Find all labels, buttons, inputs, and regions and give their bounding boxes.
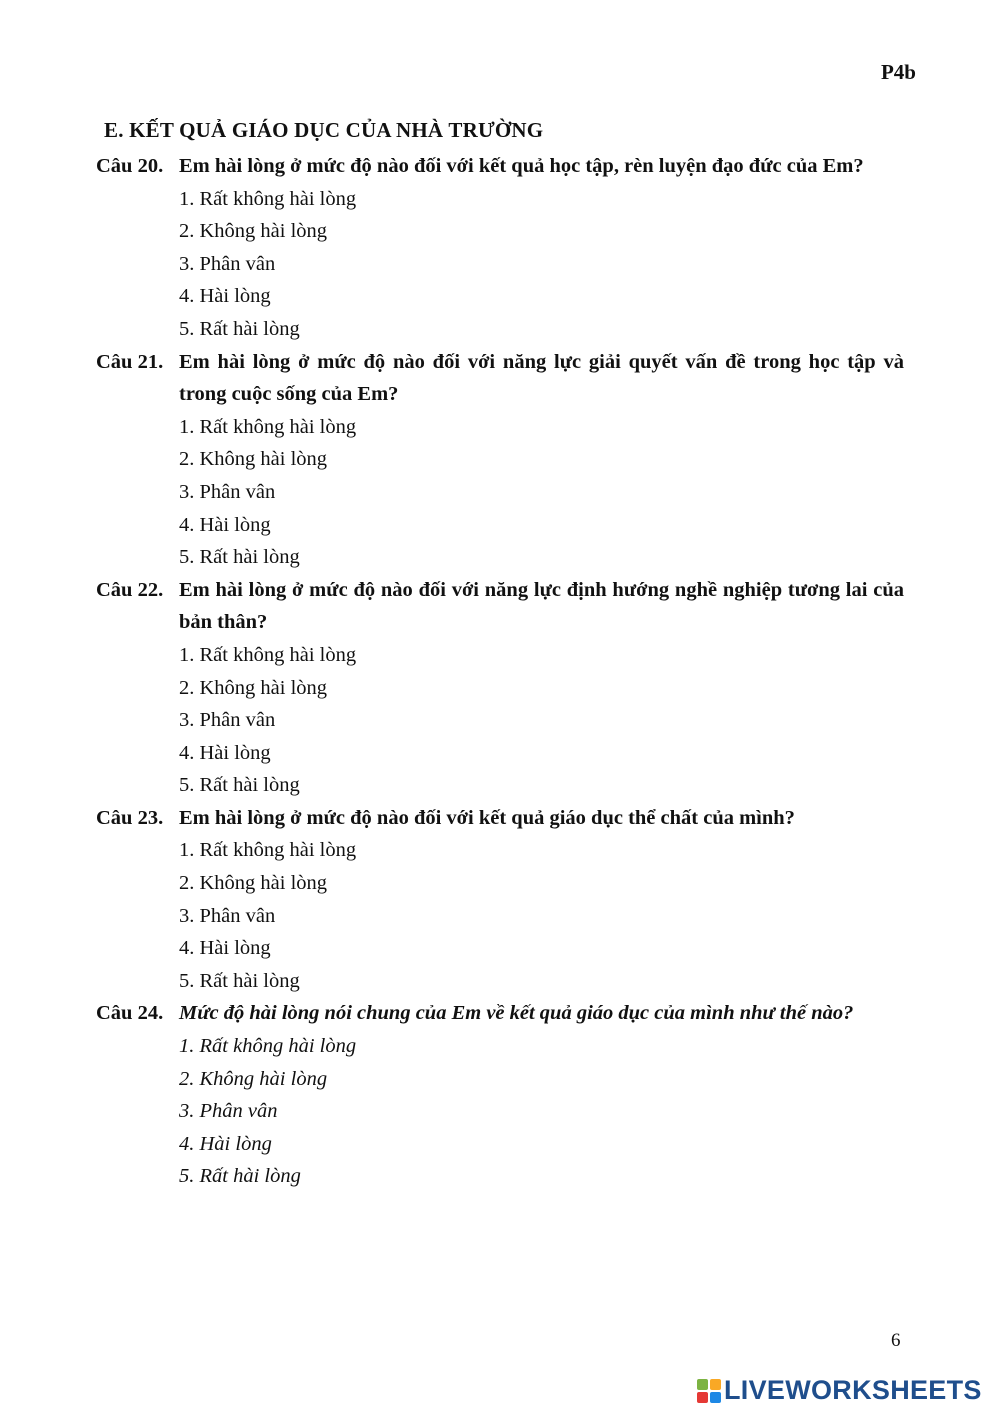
question-text: Em hài lòng ở mức độ nào đối với kết quả học tập, rèn luyện đạo đức của Em? bbox=[179, 155, 864, 177]
answer-option[interactable]: 5. Rất hài lòng bbox=[179, 317, 300, 340]
answer-option[interactable]: 2. Không hài lòng bbox=[179, 872, 328, 895]
logo-square-3 bbox=[697, 1392, 708, 1403]
answer-option[interactable]: 4. Hài lòng bbox=[179, 741, 271, 764]
section-title: E. KẾT QUẢ GIÁO DỤC CỦA NHÀ TRƯỜNG bbox=[104, 118, 544, 142]
question-24 bbox=[96, 997, 904, 1193]
logo-square-4 bbox=[710, 1392, 721, 1403]
answer-option[interactable]: 1. Rất không hài lòng bbox=[179, 187, 357, 210]
answer-option[interactable]: 4. Hài lòng bbox=[179, 1132, 272, 1155]
answer-option[interactable]: 5. Rất hài lòng bbox=[179, 969, 300, 992]
answer-option[interactable]: 5. Rất hài lòng bbox=[179, 1165, 301, 1188]
question-list bbox=[96, 150, 904, 1193]
answer-option[interactable]: 2. Không hài lòng bbox=[179, 676, 328, 699]
answer-option[interactable]: 5. Rất hài lòng bbox=[179, 774, 300, 797]
question-number: Câu 22. bbox=[96, 578, 164, 601]
question-number: Câu 21. bbox=[96, 350, 164, 373]
answer-option[interactable]: 1. Rất không hài lòng bbox=[179, 1035, 357, 1058]
liveworksheets-logo[interactable] bbox=[697, 1375, 982, 1406]
answer-option[interactable]: 4. Hài lòng bbox=[179, 285, 271, 308]
question-22 bbox=[96, 574, 904, 802]
question-number: Câu 20. bbox=[96, 155, 164, 177]
answer-option[interactable]: 3. Phân vân bbox=[179, 709, 276, 732]
logo-square-1 bbox=[697, 1379, 708, 1390]
question-text: Em hài lòng ở mức độ nào đối với năng lực giải quyết vấn đề trong học tập và trong cuộc sống của Em? bbox=[179, 350, 904, 406]
answer-option[interactable]: 3. Phân vân bbox=[179, 480, 276, 503]
question-23 bbox=[96, 802, 904, 998]
answer-option[interactable]: 2. Không hài lòng bbox=[179, 220, 328, 243]
answer-option[interactable]: 2. Không hài lòng bbox=[179, 448, 328, 471]
answer-option[interactable]: 4. Hài lòng bbox=[179, 937, 271, 960]
page-number: 6 bbox=[891, 1330, 901, 1351]
logo-square-2 bbox=[710, 1379, 721, 1390]
answer-option[interactable]: 3. Phân vân bbox=[179, 904, 276, 927]
answer-option[interactable]: 2. Không hài lòng bbox=[179, 1067, 328, 1090]
answer-option[interactable]: 3. Phân vân bbox=[179, 1100, 278, 1123]
answer-option[interactable]: 1. Rất không hài lòng bbox=[179, 643, 357, 666]
answer-option[interactable]: 3. Phân vân bbox=[179, 252, 276, 275]
brand-name: LIVEWORKSHEETS bbox=[724, 1375, 982, 1405]
answer-option[interactable]: 4. Hài lòng bbox=[179, 513, 271, 536]
answer-option[interactable]: 1. Rất không hài lòng bbox=[179, 839, 357, 862]
question-number: Câu 23. bbox=[96, 806, 164, 829]
question-20 bbox=[96, 150, 904, 346]
question-text: Em hài lòng ở mức độ nào đối với kết quả giáo dục thể chất của mình? bbox=[179, 806, 795, 829]
question-number: Câu 24. bbox=[96, 1002, 164, 1025]
answer-option[interactable]: 5. Rất hài lòng bbox=[179, 546, 300, 569]
answer-option[interactable]: 1. Rất không hài lòng bbox=[179, 415, 357, 438]
question-21 bbox=[96, 346, 904, 574]
question-text: Mức độ hài lòng nói chung của Em về kết quả giáo dục của mình như thế nào? bbox=[179, 1002, 854, 1025]
page-code: P4b bbox=[880, 60, 916, 84]
question-text: Em hài lòng ở mức độ nào đối với năng lực định hướng nghề nghiệp tương lai của bản thân? bbox=[179, 578, 904, 634]
liveworksheets-logo-icon bbox=[697, 1379, 721, 1403]
